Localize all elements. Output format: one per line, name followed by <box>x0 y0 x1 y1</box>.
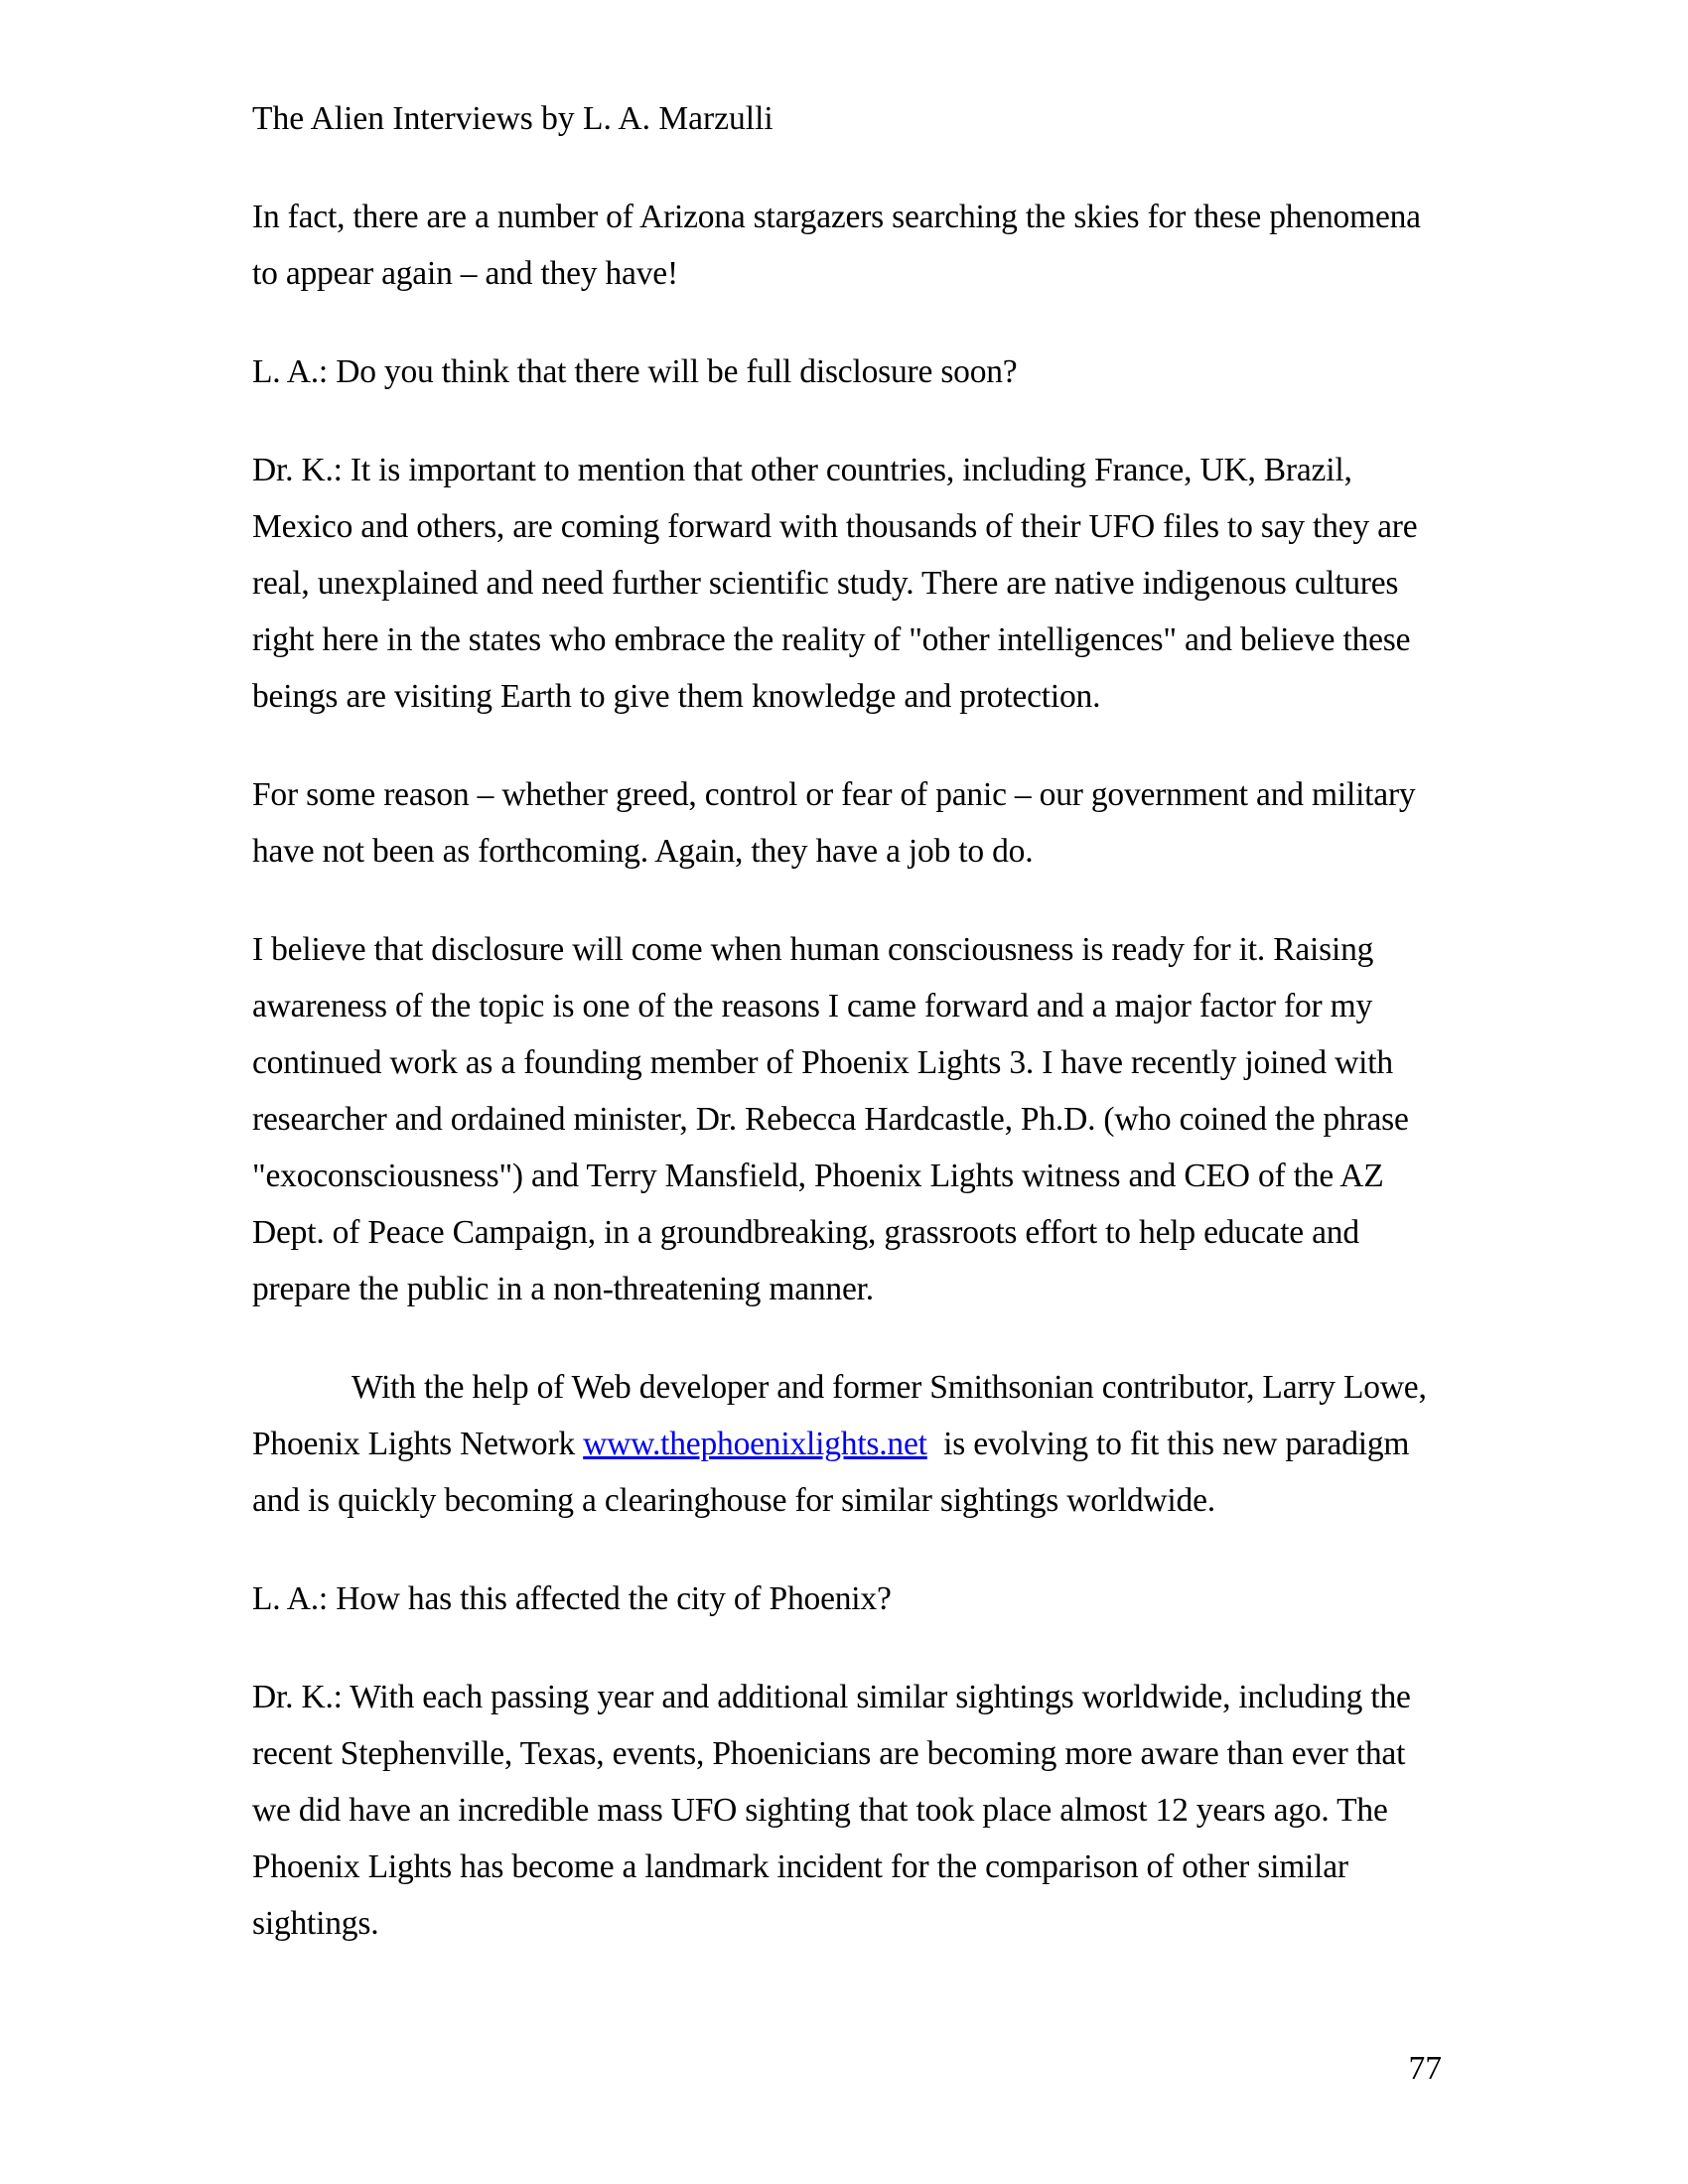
text-line <box>252 921 1444 978</box>
paragraph-phoenix-lights-network <box>252 1359 1444 1529</box>
text-line <box>252 1261 1444 1317</box>
text-line <box>252 1204 1444 1261</box>
text-segment: With the help of Web developer and former Smithsonian contributor, Larry Lowe, <box>352 1369 1427 1406</box>
text-segment: have not been as forthcoming. Again, they have a job to do. <box>252 833 1034 870</box>
text-line <box>252 189 1444 245</box>
text-segment: to appear again – and they have! <box>252 255 678 292</box>
text-line <box>252 1839 1444 1895</box>
text-line <box>252 1725 1444 1782</box>
text-line <box>252 498 1444 555</box>
text-line <box>252 1034 1444 1091</box>
text-line <box>252 245 1444 302</box>
paragraph-la-question-disclosure <box>252 343 1444 400</box>
text-segment: continued work as a founding member of Phoenix Lights 3. I have recently joined with <box>252 1044 1393 1081</box>
text-line <box>252 668 1444 725</box>
document-body <box>252 189 1444 1952</box>
document-content <box>252 0 1444 1993</box>
text-segment: beings are visiting Earth to give them knowledge and protection. <box>252 678 1101 715</box>
page-number: 77 <box>1408 2050 1442 2087</box>
text-segment: Dr. K.: With each passing year and additional similar sightings worldwide, including the <box>252 1679 1411 1715</box>
text-segment: "exoconsciousness") and Terry Mansfield, Phoenix Lights witness and CEO of the AZ <box>252 1158 1384 1194</box>
text-segment: For some reason – whether greed, control or fear of panic – our government and military <box>252 776 1416 813</box>
phoenix-lights-network-link[interactable]: www.thephoenixlights.net <box>583 1426 927 1462</box>
text-line <box>252 978 1444 1034</box>
text-line <box>252 612 1444 668</box>
text-segment: Dept. of Peace Campaign, in a groundbreaking, grassroots effort to help educate and <box>252 1214 1359 1251</box>
text-line <box>252 1782 1444 1839</box>
text-segment: L. A.: Do you think that there will be full disclosure soon? <box>252 353 1018 390</box>
text-line <box>252 1416 1444 1472</box>
text-segment: and is quickly becoming a clearinghouse for similar sightings worldwide. <box>252 1482 1215 1519</box>
text-segment: recent Stephenville, Texas, events, Phoenicians are becoming more aware than ever that <box>252 1735 1406 1772</box>
text-segment: Mexico and others, are coming forward with thousands of their UFO files to say they are <box>252 508 1418 545</box>
text-segment: real, unexplained and need further scientific study. There are native indigenous cultures <box>252 565 1399 602</box>
text-segment: awareness of the topic is one of the reasons I came forward and a major factor for my <box>252 988 1373 1024</box>
text-line <box>252 1570 1444 1627</box>
page-header: The Alien Interviews by L. A. Marzulli <box>252 100 774 137</box>
text-line <box>252 442 1444 498</box>
text-segment: prepare the public in a non-threatening manner. <box>252 1271 874 1307</box>
text-segment: In fact, there are a number of Arizona stargazers searching the skies for these phenomena <box>252 199 1421 235</box>
paragraph-drk-other-countries <box>252 442 1444 725</box>
text-line <box>252 766 1444 823</box>
text-line <box>252 1091 1444 1148</box>
paragraph-la-question-phoenix <box>252 1570 1444 1627</box>
text-segment: sightings. <box>252 1905 379 1942</box>
text-segment: Phoenix Lights has become a landmark incident for the comparison of other similar <box>252 1848 1348 1885</box>
paragraph-disclosure-consciousness <box>252 921 1444 1317</box>
text-line <box>252 555 1444 612</box>
text-segment: we did have an incredible mass UFO sighting that took place almost 12 years ago. The <box>252 1792 1388 1829</box>
text-line <box>252 1895 1444 1952</box>
text-segment: researcher and ordained minister, Dr. Rebecca Hardcastle, Ph.D. (who coined the phrase <box>252 1101 1409 1138</box>
text-line <box>252 1359 1444 1416</box>
text-segment: I believe that disclosure will come when human consciousness is ready for it. Raising <box>252 931 1374 968</box>
text-segment: L. A.: How has this affected the city of Phoenix? <box>252 1580 892 1617</box>
text-line <box>252 823 1444 880</box>
paragraph-government-military <box>252 766 1444 880</box>
text-line <box>252 343 1444 400</box>
text-segment: Dr. K.: It is important to mention that other countries, including France, UK, Brazil, <box>252 452 1352 488</box>
paragraph-arizona-stargazers <box>252 189 1444 302</box>
text-line <box>252 1148 1444 1204</box>
text-segment: Phoenix Lights Network <box>252 1426 584 1462</box>
text-line <box>252 1472 1444 1529</box>
text-segment: is evolving to fit this new paradigm <box>926 1426 1410 1462</box>
text-segment: right here in the states who embrace the reality of "other intelligences" and believe these <box>252 621 1411 658</box>
paragraph-drk-phoenicians <box>252 1669 1444 1952</box>
text-line <box>252 1669 1444 1725</box>
